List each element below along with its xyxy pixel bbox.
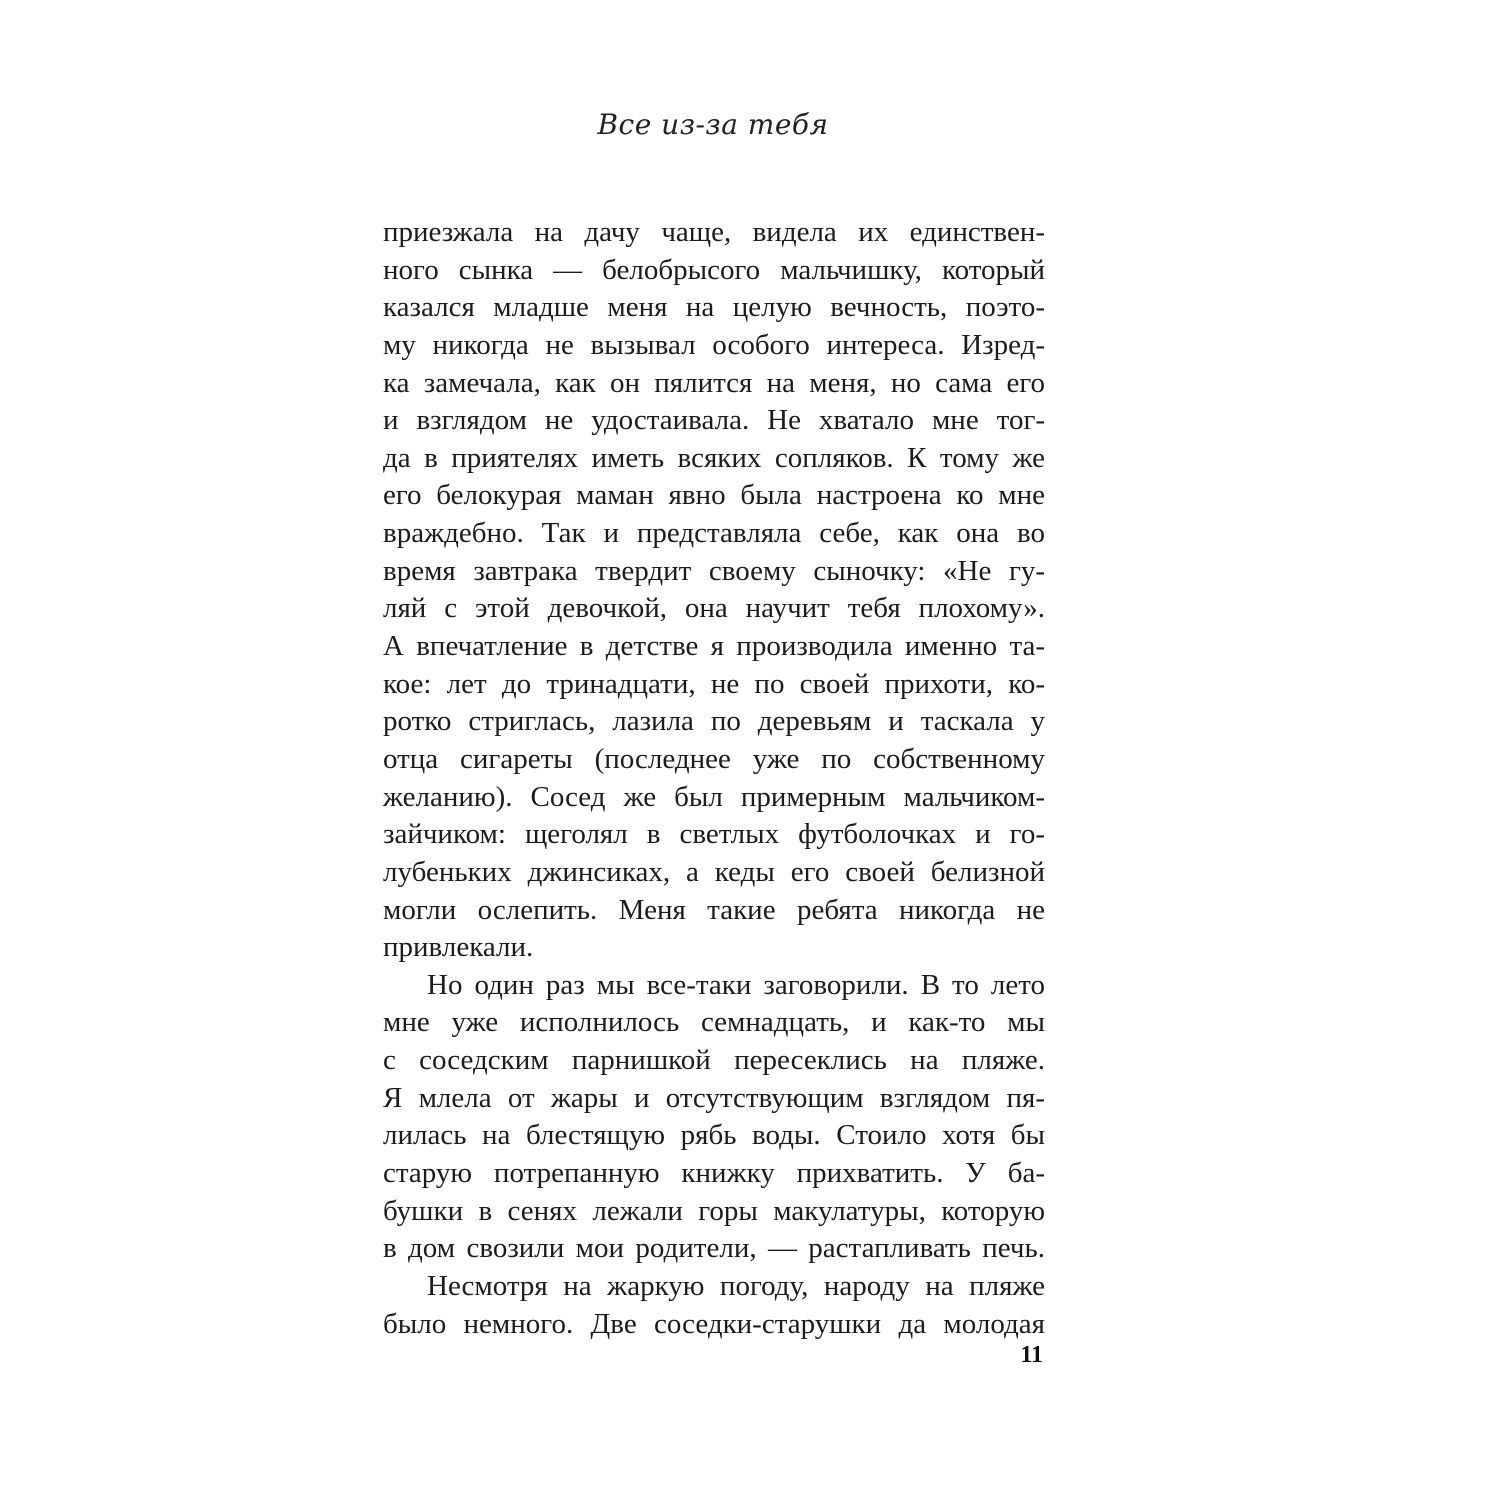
text-line: ротко стриглась, лазила по деревьям и таскала у (383, 705, 1045, 738)
text-line: в дом свозили мои родители, — растапливать печь. (383, 1232, 1045, 1265)
text-line: му никогда не вызывал особого интереса. Изред- (383, 328, 1045, 361)
text-line: лубеньких джинсиках, а кеды его своей белизной (383, 855, 1045, 888)
body-text (383, 214, 1045, 1343)
text-line: А впечатление в детстве я производила именно та- (383, 630, 1045, 663)
text-line: бушки в сенях лежали горы макулатуры, которую (383, 1194, 1045, 1227)
text-line: да в приятелях иметь всяких сопляков. К тому же (383, 441, 1045, 474)
text-line: могли ослепить. Меня такие ребята никогда не (383, 893, 1045, 926)
paragraph-2 (383, 967, 1045, 1268)
text-line: было немного. Две соседки-старушки да молодая (383, 1307, 1045, 1340)
text-line: желанию). Сосед же был примерным мальчиком- (383, 780, 1045, 813)
text-line: Несмотря на жаркую погоду, народу на пляже (427, 1269, 1045, 1302)
running-head-title: Все из-за тебя (597, 108, 829, 141)
page-number: 11 (1020, 1342, 1043, 1368)
text-line: Я млела от жары и отсутствующим взглядом пя- (383, 1081, 1045, 1114)
text-line: его белокурая маман явно была настроена ко мне (383, 479, 1045, 512)
text-line: Но один раз мы все-таки заговорили. В то лето (427, 968, 1045, 1001)
text-line: зайчиком: щеголял в светлых футболочках и го- (383, 818, 1045, 851)
paragraph-1 (383, 214, 1045, 967)
text-line: с соседским парнишкой пересеклись на пляже. (383, 1044, 1045, 1077)
text-line: ка замечала, как он пялится на меня, но сама его (383, 366, 1045, 399)
text-line: мне уже исполнилось семнадцать, и как-то мы (383, 1006, 1045, 1039)
text-line: враждебно. Так и представляла себе, как она во (383, 517, 1045, 550)
text-line: ного сынка — белобрысого мальчишку, который (383, 253, 1045, 286)
paragraph-3 (383, 1268, 1045, 1343)
text-line: кое: лет до тринадцати, не по своей прихоти, ко- (383, 667, 1045, 700)
text-line: старую потрепанную книжку прихватить. У ба- (383, 1157, 1045, 1190)
text-line: приезжала на дачу чаще, видела их единствен- (383, 216, 1045, 248)
text-line: привлекали. (383, 931, 534, 964)
text-line: и взглядом не удостаивала. Не хватало мне тог- (383, 404, 1045, 437)
text-line: лилась на блестящую рябь воды. Стоило хотя бы (383, 1119, 1045, 1152)
text-line: отца сигареты (последнее уже по собственному (383, 742, 1045, 775)
text-line: время завтрака твердит своему сыночку: «Не гу- (383, 554, 1045, 587)
text-line: ляй с этой девочкой, она научит тебя плохому». (383, 592, 1045, 625)
text-line: казался младше меня на целую вечность, поэто- (383, 291, 1045, 324)
